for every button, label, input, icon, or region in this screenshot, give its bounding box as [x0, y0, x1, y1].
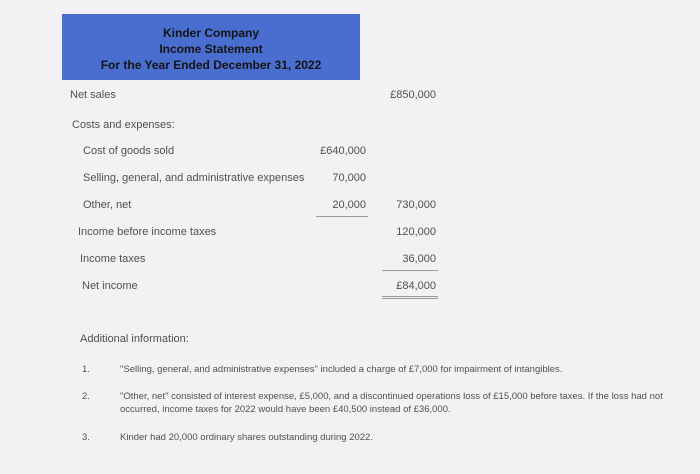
net-income-double-rule	[382, 296, 438, 299]
sga-label: Selling, general, and administrative expenses	[83, 172, 305, 184]
net-income-total: £84,000	[396, 280, 436, 292]
company-name: Kinder Company	[162, 26, 259, 40]
other-amount: 20,000	[332, 199, 366, 211]
costs-heading: Costs and expenses:	[72, 119, 175, 131]
income-before-taxes-label: Income before income taxes	[78, 226, 217, 238]
sga-amount: 70,000	[332, 172, 366, 184]
other-total: 730,000	[396, 199, 436, 211]
note-1-number: 1.	[82, 364, 90, 375]
note-2-text: "Other, net" consisted of interest expense, £5,000, and a discontinued operations loss of £15,000 before taxes. If the loss had not occurred, income taxes for 2022 would have been £40,500 instead of £36,000.	[120, 391, 663, 415]
other-label: Other, net	[83, 199, 132, 211]
statement-title: Income Statement	[159, 42, 263, 56]
note-2-number: 2.	[82, 391, 90, 402]
income-taxes-label: Income taxes	[80, 253, 146, 265]
additional-heading: Additional information:	[80, 333, 189, 345]
cogs-amount: £640,000	[320, 145, 366, 157]
subtotal-rule	[316, 216, 368, 217]
net-sales-label: Net sales	[70, 89, 116, 101]
note-3-text: Kinder had 20,000 ordinary shares outstanding during 2022.	[120, 432, 373, 443]
net-sales-total: £850,000	[390, 89, 436, 101]
statement-period: For the Year Ended December 31, 2022	[100, 58, 322, 72]
net-income-label: Net income	[82, 280, 138, 292]
statement-header	[62, 14, 360, 80]
income-taxes-total: 36,000	[402, 253, 436, 265]
taxes-rule	[382, 270, 438, 271]
income-before-taxes-total: 120,000	[396, 226, 436, 238]
cogs-label: Cost of goods sold	[83, 145, 175, 157]
note-1-text: "Selling, general, and administrative expenses" included a charge of £7,000 for impairment of intangibles.	[120, 364, 563, 375]
note-3-number: 3.	[82, 432, 90, 443]
